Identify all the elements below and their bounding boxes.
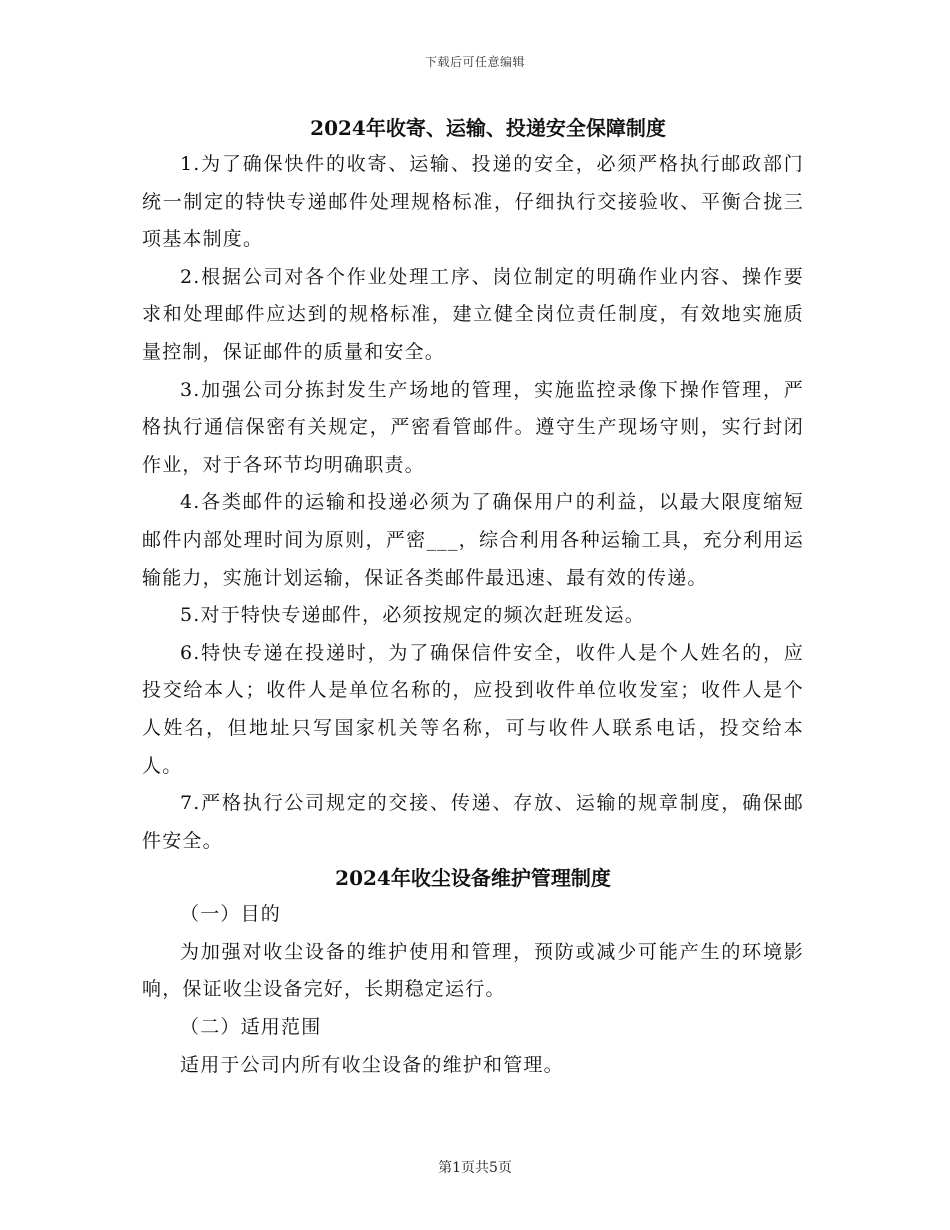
paragraph-5: 5.对于特快专递邮件，必须按规定的频次赶班发运。 (180, 604, 645, 627)
section-text-purpose: 为加强对收尘设备的维护使用和管理，预防或减少可能产生的环境影响，保证收尘设备完好，长期稳定运行。 (142, 940, 804, 1001)
section-heading-scope: （二）适用范围 (180, 1016, 322, 1039)
doc-title-safety: 2024年收寄、运输、投递安全保障制度 (310, 116, 666, 140)
paragraph-3: 3.加强公司分拣封发生产场地的管理，实施监控录像下操作管理，严格执行通信保密有关规定，严密看管邮件。遵守生产现场守则，实行封闭作业，对于各环节均明确职责。 (142, 378, 804, 476)
document-body (142, 110, 804, 1084)
paragraph-6: 6.特快专递在投递时，为了确保信件安全，收件人是个人姓名的，应投交给本人；收件人是单位名称的，应投到收件单位收发室；收件人是个人姓名，但地址只写国家机关等名称，可与收件人联系电话，投交给本人。 (142, 641, 804, 777)
paragraph-7: 7.严格执行公司规定的交接、传递、存放、运输的规章制度，确保邮件安全。 (142, 792, 804, 852)
section-heading-purpose: （一）目的 (180, 903, 282, 926)
doc-title-dust-collector: 2024年收尘设备维护管理制度 (335, 866, 611, 891)
paragraph-1: 1.为了确保快件的收寄、运输、投递的安全，必须严格执行邮政部门统一制定的特快专递邮件处理规格标准，仔细执行交接验收、平衡合拢三项基本制度。 (142, 153, 804, 251)
section-text-scope: 适用于公司内所有收尘设备的维护和管理。 (180, 1053, 564, 1076)
page-header-note: 下载后可任意编辑 (424, 55, 525, 69)
paragraph-4: 4.各类邮件的运输和投递必须为了确保用户的利益，以最大限度缩短邮件内部处理时间为原则，严密___，综合利用各种运输工具，充分利用运输能力，实施计划运输，保证各类邮件最迅速、最有效的传递。 (142, 491, 804, 589)
paragraph-2: 2.根据公司对各个作业处理工序、岗位制定的明确作业内容、操作要求和处理邮件应达到的规格标准，建立健全岗位责任制度，有效地实施质量控制，保证邮件的质量和安全。 (142, 265, 804, 363)
page-footer-number: 第1页共5页 (438, 1160, 512, 1176)
